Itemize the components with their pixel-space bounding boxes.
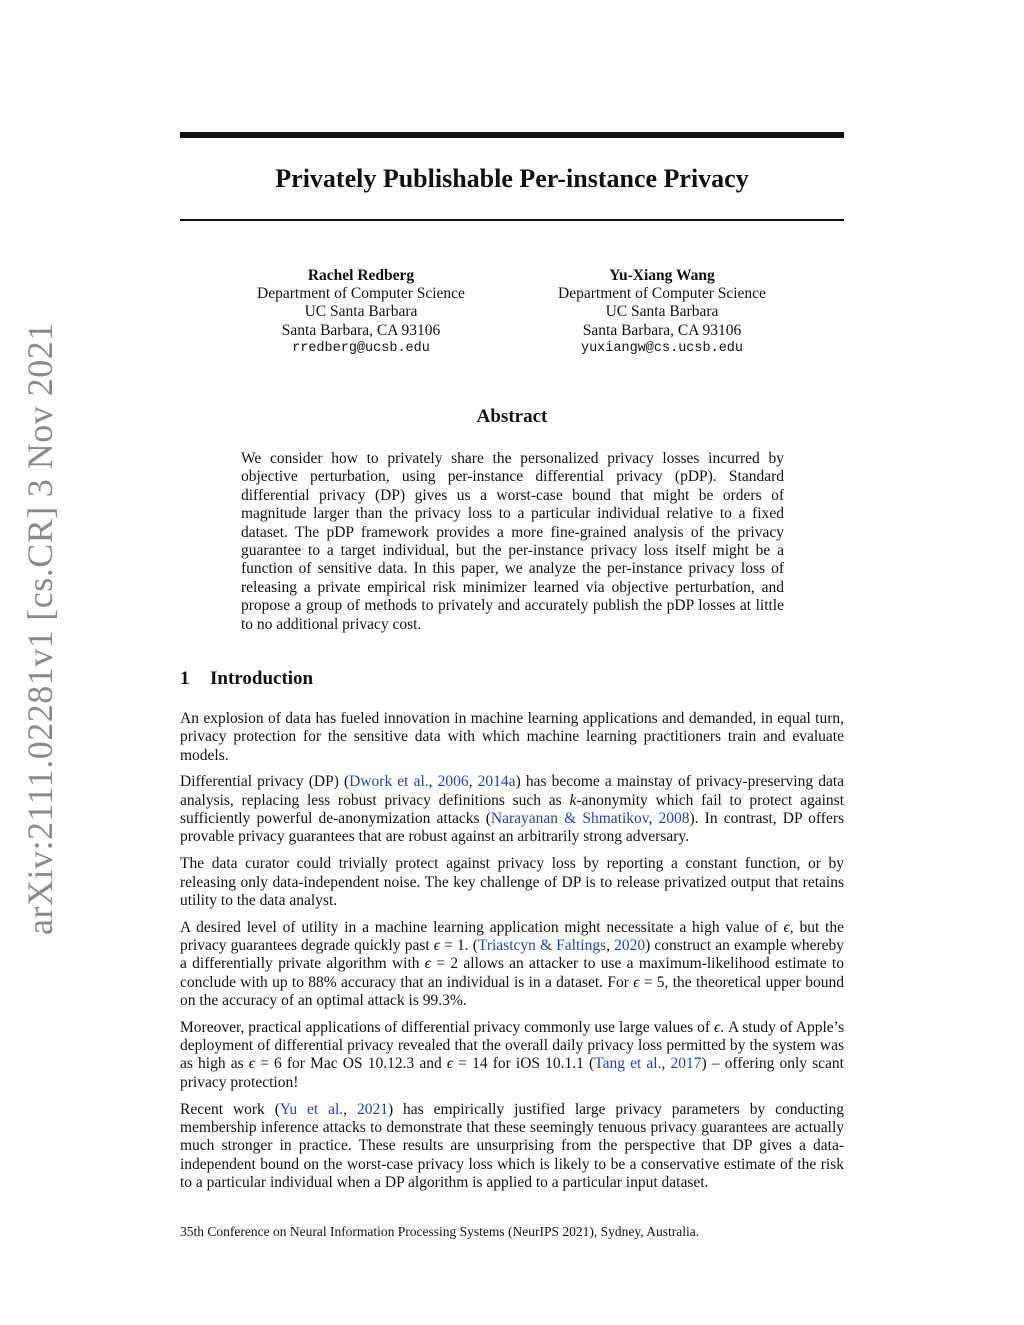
math-symbol: ϵ xyxy=(446,1055,454,1073)
citation-link[interactable]: 2008 xyxy=(658,810,690,828)
citation-link[interactable]: Yu et al. xyxy=(279,1100,344,1118)
author-address: Santa Barbara, CA 93106 xyxy=(582,321,742,339)
text-run: , xyxy=(606,937,615,955)
text-run: = 1. ( xyxy=(440,937,478,955)
math-symbol: ϵ xyxy=(424,955,432,973)
text-run: = 6 for Mac OS 10.12.3 and xyxy=(255,1055,447,1073)
paragraph-2 xyxy=(180,773,844,846)
text-run: Differential privacy (DP) ( xyxy=(180,773,350,791)
author-institution: UC Santa Barbara xyxy=(605,303,719,321)
citation-link[interactable]: 2017 xyxy=(670,1055,702,1073)
text-run: , xyxy=(343,1100,357,1118)
paragraph-1: An explosion of data has fueled innovation in machine learning applications and demanded, in equal turn, privacy protection for the sensitive data with which machine learning practitioners train and evaluate models. xyxy=(180,710,844,764)
title-bottom-rule xyxy=(180,219,844,221)
citation-link[interactable]: 2014a xyxy=(477,773,516,791)
text-run: = 2 allows an attacker to use a maximum-likelihood estimate to conclude with up to 88% accuracy that an individual is in a dataset. For xyxy=(180,955,844,991)
author-block-1 xyxy=(201,267,521,358)
conference-footnote: 35th Conference on Neural Information Processing Systems (NeurIPS 2021), Sydney, Australia. xyxy=(180,1224,700,1239)
text-run: ) has empirically justified large privacy parameters by conducting membership inference attacks to demonstrate that these seemingly tenuous privacy guarantees are actually much stronger in practice. These results are unsurprising from the perspective that DP gives a data-independent bound on the worst-case privacy loss which is likely to be a conservative estimate of the risk to a particular individual when a DP algorithm is applied to a particular input dataset. xyxy=(180,1100,844,1191)
text-run: , xyxy=(428,773,438,791)
text-run: Recent work ( xyxy=(180,1100,280,1118)
text-run: ). In contrast, DP offers provable privacy guarantees that are robust against an arbitrarily strong adversary. xyxy=(180,810,845,846)
paragraph-6 xyxy=(180,1101,844,1192)
citation-link[interactable]: Dwork et al. xyxy=(349,773,429,791)
text-run: , xyxy=(648,810,659,828)
citation-link[interactable]: Tang et al. xyxy=(594,1055,662,1073)
citation-link[interactable]: 2021 xyxy=(356,1100,388,1118)
author-email[interactable]: rredberg@ucsb.edu xyxy=(292,340,430,356)
author-email[interactable]: yuxiangw@cs.ucsb.edu xyxy=(580,340,744,356)
text-run: -anonymity which fail to protect against sufficiently powerful de-anonymization attacks ( xyxy=(180,791,844,828)
arxiv-category: [cs.CR] xyxy=(20,506,60,621)
author-department: Department of Computer Science xyxy=(257,285,465,303)
text-run: A desired level of utility in a machine learning application might necessitate a high value of xyxy=(180,918,784,936)
arxiv-identifier xyxy=(20,322,60,935)
arxiv-sidebar xyxy=(20,322,60,935)
arxiv-date: 3 Nov 2021 xyxy=(20,322,60,498)
arxiv-id[interactable]: arXiv:2111.02281v1 xyxy=(20,629,60,935)
introduction-body xyxy=(180,710,844,1201)
author-address: Santa Barbara, CA 93106 xyxy=(281,321,441,339)
text-run: ) has become a mainstay of privacy-preserving data analysis, replacing less robust privacy definitions such as xyxy=(180,773,845,809)
math-symbol: k xyxy=(569,791,577,809)
author-name: Rachel Redberg xyxy=(307,267,415,284)
math-symbol: ϵ xyxy=(783,918,790,936)
text-run: ) – offering only scant privacy protection! xyxy=(180,1055,844,1091)
citation-link[interactable]: 2006 xyxy=(437,773,469,791)
math-symbol: ϵ xyxy=(248,1055,256,1073)
abstract-heading: Abstract xyxy=(476,406,548,427)
text-run: ) construct an example whereby a differentially private algorithm with xyxy=(180,937,845,973)
math-symbol: ϵ xyxy=(433,937,441,955)
section-title: Introduction xyxy=(210,668,314,689)
text-run: , but the privacy guarantees degrade quickly past xyxy=(180,918,844,955)
author-name: Yu-Xiang Wang xyxy=(609,267,715,284)
author-block-2 xyxy=(502,267,822,358)
paragraph-3: The data curator could trivially protect against privacy loss by reporting a constant function, or by releasing only data-independent noise. The key challenge of DP is to release privatized output that retains utility to the data analyst. xyxy=(180,855,844,909)
text-run: Moreover, practical applications of differential privacy commonly use large values of xyxy=(180,1018,714,1036)
author-institution: UC Santa Barbara xyxy=(304,303,418,321)
section-number: 1 xyxy=(180,668,190,689)
author-department: Department of Computer Science xyxy=(558,285,766,303)
paragraph-4 xyxy=(180,919,844,1010)
title-top-rule xyxy=(180,132,844,138)
math-symbol: ϵ xyxy=(713,1018,721,1036)
text-run: , xyxy=(468,773,478,791)
section-heading-introduction xyxy=(180,667,844,691)
paper-title: Privately Publishable Per-instance Privacy xyxy=(275,164,749,193)
text-run: = 14 for iOS 10.1.1 ( xyxy=(453,1055,595,1073)
abstract-text: We consider how to privately share the personalized privacy losses incurred by objective perturbation, using per-instance differential privacy (pDP). Standard differential privacy (DP) gives us a worst-case bound that might be orders of magnitude larger than the privacy loss to a particular individual relative to a fixed dataset. The pDP framework provides a more fine-grained analysis of the privacy guarantee to a target individual, but the per-instance privacy loss itself might be a function of sensitive data. In this paper, we analyze the per-instance privacy loss of releasing a private empirical risk minimizer learned via objective perturbation, and propose a group of methods to privately and accurately publish the pDP losses at little to no additional privacy cost. xyxy=(241,450,784,633)
text-run: = 5, the theoretical upper bound on the accuracy of an optimal attack is 99.3%. xyxy=(180,973,844,1009)
text-run: . A study of Apple’s deployment of differential privacy revealed that the overall daily privacy loss permitted by the system was as high as xyxy=(180,1018,844,1073)
citation-link[interactable]: Triastcyn & Faltings xyxy=(477,937,607,955)
paragraph-5 xyxy=(180,1019,844,1092)
citation-link[interactable]: Narayanan & Shmatikov xyxy=(490,810,649,828)
math-symbol: ϵ xyxy=(633,973,640,991)
text-run: , xyxy=(661,1055,671,1073)
citation-link[interactable]: 2020 xyxy=(614,937,646,955)
